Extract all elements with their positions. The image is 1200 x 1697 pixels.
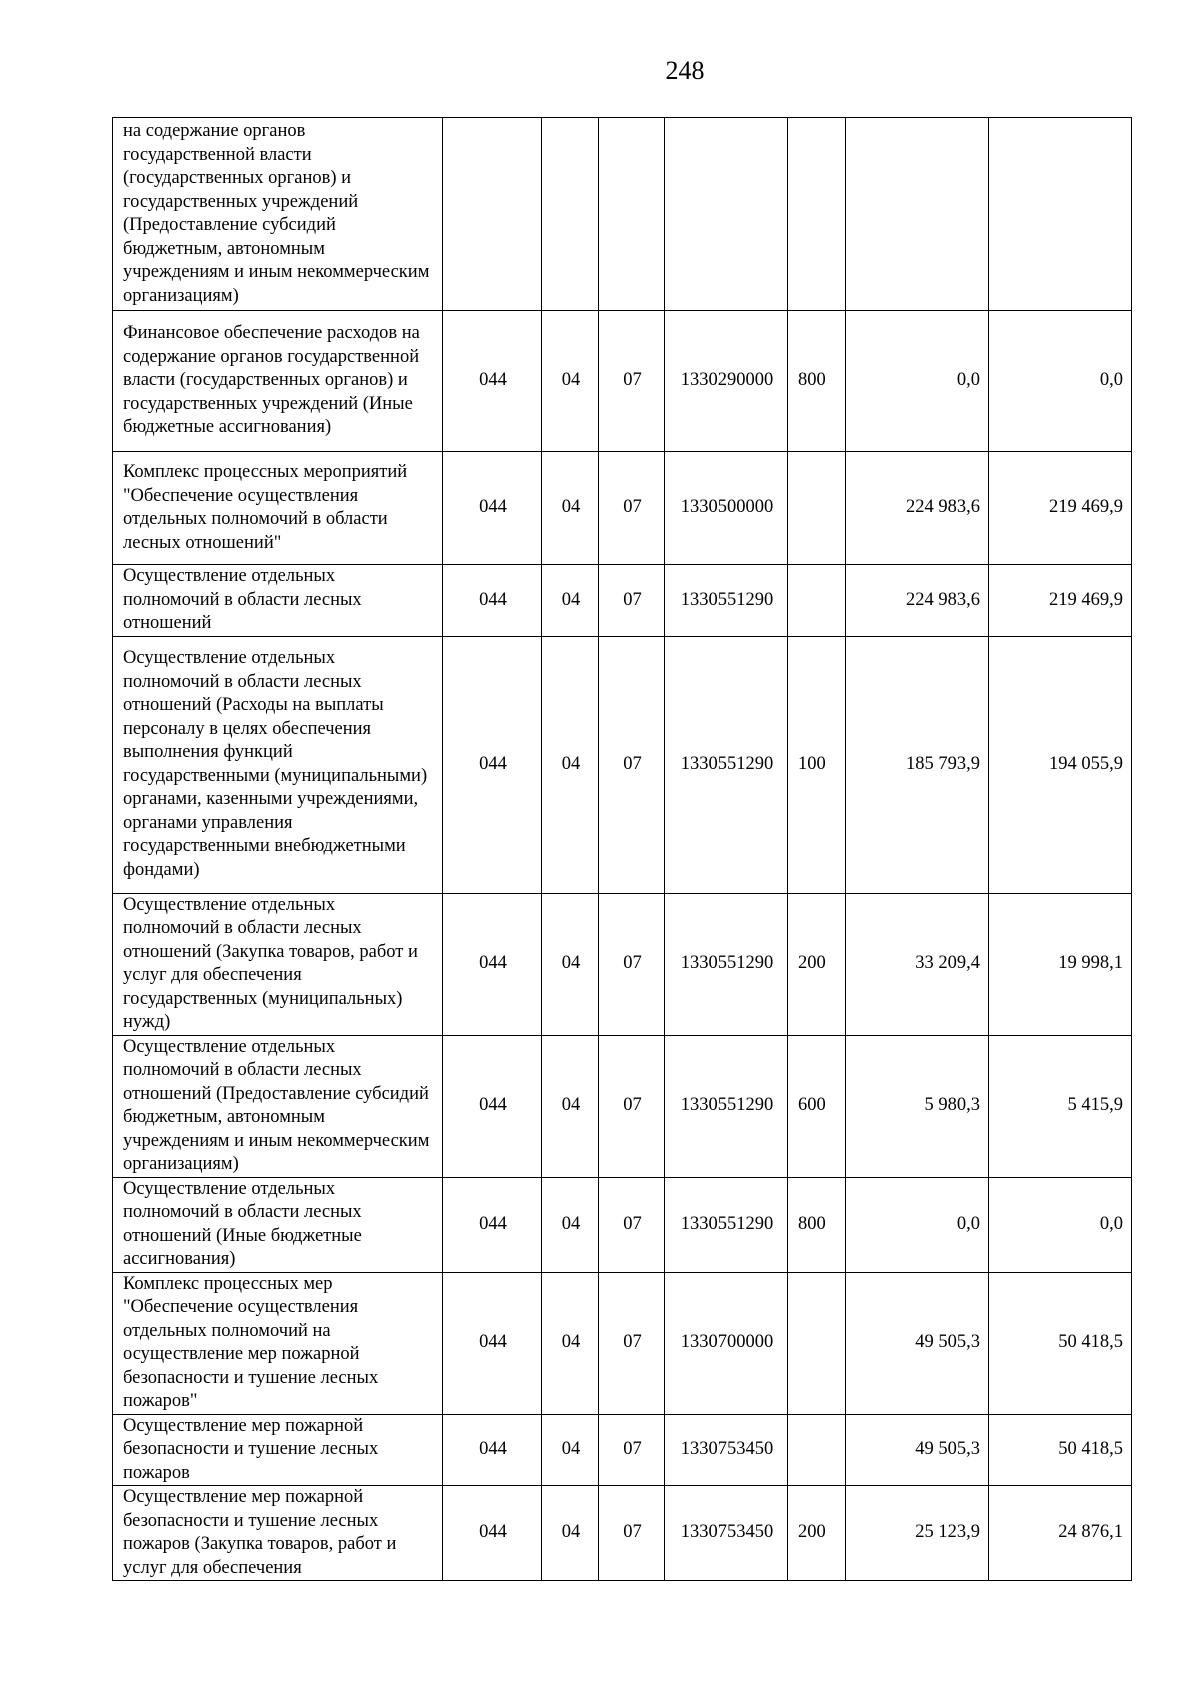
- row-name-cell: Осуществление отдельных полномочий в области лесных отношений (Иные бюджетные ассигнования): [113, 1177, 443, 1272]
- table-row: [113, 636, 1132, 893]
- amount-year-1-cell: 49 505,3: [846, 1272, 989, 1414]
- table-row: [113, 1272, 1132, 1414]
- row-name-cell: Комплекс процессных мер "Обеспечение осуществления отдельных полномочий на осуществление мер пожарной безопасности и тушение лесных пожаров": [113, 1272, 443, 1414]
- amount-year-1-cell: 0,0: [846, 311, 989, 452]
- target-article-code-cell: 1330700000: [665, 1272, 788, 1414]
- amount-year-1-cell: 25 123,9: [846, 1486, 989, 1581]
- subsection-code-cell: 07: [599, 893, 665, 1035]
- amount-year-2-cell: 50 418,5: [989, 1414, 1132, 1486]
- row-name-cell: Осуществление отдельных полномочий в области лесных отношений (Предоставление субсидий бюджетным, автономным учреждениям и иным некоммерческим организациям): [113, 1035, 443, 1177]
- expense-type-code-cell: 100: [788, 636, 846, 893]
- amount-year-1-cell: 49 505,3: [846, 1414, 989, 1486]
- amount-year-1-cell: 33 209,4: [846, 893, 989, 1035]
- target-article-code-cell: 1330290000: [665, 311, 788, 452]
- row-name-cell: Осуществление отдельных полномочий в области лесных отношений: [113, 565, 443, 637]
- expense-type-code-cell: 200: [788, 893, 846, 1035]
- section-code-cell: 04: [542, 311, 599, 452]
- section-code-cell: 04: [542, 1486, 599, 1581]
- row-name-cell: Осуществление отдельных полномочий в области лесных отношений (Расходы на выплаты персоналу в целях обеспечения выполнения функций государственными (муниципальными) органами, казенными учреждениями, органами управления государственными внебюджетными фондами): [113, 636, 443, 893]
- table-row: [113, 1035, 1132, 1177]
- amount-year-2-cell: 219 469,9: [989, 452, 1132, 565]
- amount-year-2-cell: 0,0: [989, 311, 1132, 452]
- subsection-code-cell: 07: [599, 311, 665, 452]
- expense-type-code-cell: 800: [788, 1177, 846, 1272]
- section-code-cell: 04: [542, 1035, 599, 1177]
- amount-year-2-cell: 50 418,5: [989, 1272, 1132, 1414]
- row-name-cell: Осуществление отдельных полномочий в области лесных отношений (Закупка товаров, работ и услуг для обеспечения государственных (муниципальных) нужд): [113, 893, 443, 1035]
- expense-type-code-cell: [788, 1272, 846, 1414]
- amount-year-2-cell: 194 055,9: [989, 636, 1132, 893]
- expense-type-code-cell: [788, 565, 846, 637]
- amount-year-2-cell: 19 998,1: [989, 893, 1132, 1035]
- subsection-code-cell: 07: [599, 1035, 665, 1177]
- amount-year-1-cell: 224 983,6: [846, 452, 989, 565]
- ministry-code-cell: 044: [443, 565, 542, 637]
- section-code-cell: 04: [542, 1414, 599, 1486]
- section-code-cell: [542, 118, 599, 311]
- table-row: [113, 1414, 1132, 1486]
- amount-year-2-cell: 24 876,1: [989, 1486, 1132, 1581]
- target-article-code-cell: 1330753450: [665, 1414, 788, 1486]
- row-name-cell: Осуществление мер пожарной безопасности и тушение лесных пожаров: [113, 1414, 443, 1486]
- ministry-code-cell: 044: [443, 1486, 542, 1581]
- ministry-code-cell: [443, 118, 542, 311]
- ministry-code-cell: 044: [443, 1177, 542, 1272]
- subsection-code-cell: 07: [599, 565, 665, 637]
- row-name-cell: на содержание органов государственной власти (государственных органов) и государственных учреждений (Предоставление субсидий бюджетным, автономным учреждениям и иным некоммерческим организациям): [113, 118, 443, 311]
- subsection-code-cell: 07: [599, 1414, 665, 1486]
- target-article-code-cell: 1330551290: [665, 1177, 788, 1272]
- expense-type-code-cell: [788, 452, 846, 565]
- budget-table: [112, 117, 1132, 1581]
- target-article-code-cell: 1330500000: [665, 452, 788, 565]
- table-body: [113, 118, 1132, 1581]
- target-article-code-cell: 1330551290: [665, 1035, 788, 1177]
- subsection-code-cell: 07: [599, 1272, 665, 1414]
- subsection-code-cell: 07: [599, 636, 665, 893]
- target-article-code-cell: 1330551290: [665, 565, 788, 637]
- ministry-code-cell: 044: [443, 1414, 542, 1486]
- section-code-cell: 04: [542, 1177, 599, 1272]
- ministry-code-cell: 044: [443, 311, 542, 452]
- section-code-cell: 04: [542, 452, 599, 565]
- subsection-code-cell: 07: [599, 452, 665, 565]
- amount-year-2-cell: [989, 118, 1132, 311]
- subsection-code-cell: 07: [599, 1177, 665, 1272]
- subsection-code-cell: [599, 118, 665, 311]
- target-article-code-cell: 1330753450: [665, 1486, 788, 1581]
- amount-year-1-cell: 5 980,3: [846, 1035, 989, 1177]
- table-row: [113, 1177, 1132, 1272]
- row-name-cell: Финансовое обеспечение расходов на содержание органов государственной власти (государственных органов) и государственных учреждений (Иные бюджетные ассигнования): [113, 311, 443, 452]
- section-code-cell: 04: [542, 1272, 599, 1414]
- section-code-cell: 04: [542, 636, 599, 893]
- target-article-code-cell: 1330551290: [665, 636, 788, 893]
- ministry-code-cell: 044: [443, 452, 542, 565]
- table-row: [113, 893, 1132, 1035]
- subsection-code-cell: 07: [599, 1486, 665, 1581]
- page-number: 248: [665, 56, 705, 85]
- table-row: [113, 452, 1132, 565]
- ministry-code-cell: 044: [443, 1272, 542, 1414]
- ministry-code-cell: 044: [443, 893, 542, 1035]
- expense-type-code-cell: 200: [788, 1486, 846, 1581]
- section-code-cell: 04: [542, 565, 599, 637]
- row-name-cell: Осуществление мер пожарной безопасности и тушение лесных пожаров (Закупка товаров, работ и услуг для обеспечения: [113, 1486, 443, 1581]
- amount-year-2-cell: 219 469,9: [989, 565, 1132, 637]
- target-article-code-cell: [665, 118, 788, 311]
- target-article-code-cell: 1330551290: [665, 893, 788, 1035]
- amount-year-1-cell: 185 793,9: [846, 636, 989, 893]
- expense-type-code-cell: [788, 118, 846, 311]
- table-row: [113, 118, 1132, 311]
- row-name-cell: Комплекс процессных мероприятий "Обеспечение осуществления отдельных полномочий в области лесных отношений": [113, 452, 443, 565]
- amount-year-2-cell: 0,0: [989, 1177, 1132, 1272]
- expense-type-code-cell: 800: [788, 311, 846, 452]
- table-row: [113, 311, 1132, 452]
- ministry-code-cell: 044: [443, 1035, 542, 1177]
- ministry-code-cell: 044: [443, 636, 542, 893]
- expense-type-code-cell: 600: [788, 1035, 846, 1177]
- expense-type-code-cell: [788, 1414, 846, 1486]
- amount-year-1-cell: 0,0: [846, 1177, 989, 1272]
- amount-year-1-cell: [846, 118, 989, 311]
- table-row: [113, 565, 1132, 637]
- amount-year-2-cell: 5 415,9: [989, 1035, 1132, 1177]
- section-code-cell: 04: [542, 893, 599, 1035]
- amount-year-1-cell: 224 983,6: [846, 565, 989, 637]
- table-row: [113, 1486, 1132, 1581]
